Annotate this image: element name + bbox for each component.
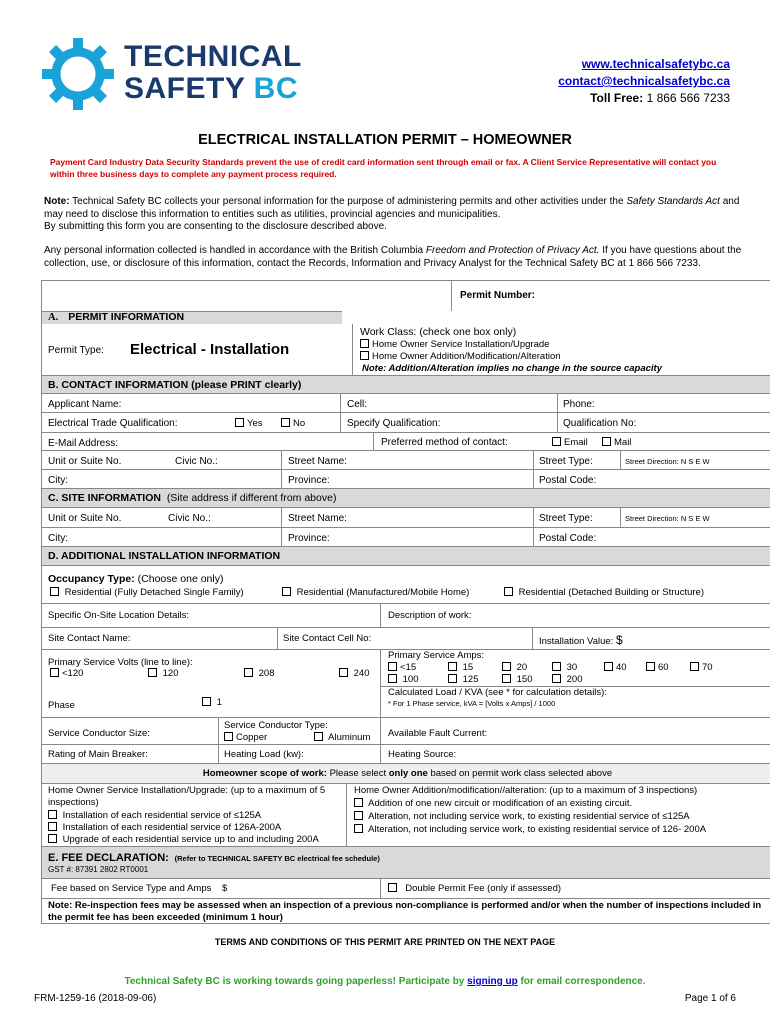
scope-alteration-126-200a[interactable]: Alteration, not including service work, to existing residential service of 126- 200A [354, 824, 706, 835]
checkbox[interactable] [388, 662, 397, 671]
volts-208[interactable]: 208 [244, 668, 275, 679]
scope-alteration-125a[interactable]: Alteration, not including service work, to existing residential service of ≤125A [354, 811, 690, 822]
installation-value-label: Installation Value: $ [539, 633, 623, 647]
unit-label: Unit or Suite No. [48, 456, 122, 467]
site-street-type-label: Street Type: [539, 513, 593, 524]
amps-60[interactable]: 60 [646, 662, 669, 673]
site-contact-name-label: Site Contact Name: [48, 633, 131, 644]
form-title: ELECTRICAL INSTALLATION PERMIT – HOMEOWNER [198, 132, 572, 148]
occupancy-mobile-home[interactable]: Residential (Manufactured/Mobile Home) [282, 587, 469, 598]
amps-30[interactable]: 30 [552, 662, 577, 673]
form-number: FRM-1259-16 (2018-09-06) [34, 993, 157, 1004]
heating-load-label: Heating Load (kw): [224, 749, 304, 760]
checkbox[interactable] [244, 668, 253, 677]
work-class-note: Note: Addition/Alteration implies no change in the source capacity [362, 363, 662, 374]
checkbox[interactable] [552, 674, 561, 683]
description-label: Description of work: [388, 610, 472, 621]
postal-code-label: Postal Code: [539, 475, 597, 486]
conductor-copper[interactable]: Copper [224, 732, 267, 743]
scope-install-125a[interactable]: Installation of each residential service of ≤125A [48, 810, 261, 821]
specify-qualification-label: Specify Qualification: [347, 418, 441, 429]
permit-number-label: Permit Number: [460, 290, 536, 301]
occupancy-type-label: Occupancy Type: (Choose one only) [48, 573, 224, 585]
street-type-label: Street Type: [539, 456, 593, 467]
site-province-label: Province: [288, 533, 330, 544]
checkbox[interactable] [502, 674, 511, 683]
conductor-type-label: Service Conductor Type: [224, 720, 328, 731]
checkbox[interactable] [354, 824, 363, 833]
preferred-contact-label: Preferred method of contact: [381, 437, 508, 448]
amps-100[interactable]: 100 [388, 674, 419, 685]
cell-label: Cell: [347, 399, 368, 410]
amps-125[interactable]: 125 [448, 674, 479, 685]
work-class-option-service[interactable]: Home Owner Service Installation/Upgrade [360, 339, 549, 350]
amps-200[interactable]: 200 [552, 674, 583, 685]
volts-lt120[interactable]: <120 [50, 668, 83, 679]
double-permit-fee[interactable]: Double Permit Fee (only if assessed) [388, 883, 561, 894]
occupancy-single-family[interactable]: Residential (Fully Detached Single Family) [50, 587, 244, 598]
section-c-header: C. SITE INFORMATION (Site address if different from above) [42, 488, 770, 507]
checkbox[interactable] [314, 732, 323, 741]
checkbox[interactable] [339, 668, 348, 677]
foippa-notice: Any personal information collected is handled in accordance with the British Columbia Freedom and Protection of Privacy Act. If you have questions about the collection, use, or disclosure of this information, contact the Records, Information and Privacy Analyst for the Technical Safety BC at 1 866 566 7233. [44, 245, 742, 269]
location-details-label: Specific On-Site Location Details: [48, 610, 189, 621]
site-unit-label: Unit or Suite No. [48, 513, 122, 524]
phase-1[interactable]: 1 [202, 697, 222, 708]
checkbox[interactable] [354, 811, 363, 820]
permit-number-field[interactable] [547, 284, 767, 308]
checkbox[interactable] [360, 339, 369, 348]
permit-type-label: Permit Type: [48, 345, 104, 356]
checkbox[interactable] [602, 437, 611, 446]
primary-volts-label: Primary Service Volts (line to line): [48, 657, 193, 668]
qualification-no-label: Qualification No: [563, 418, 637, 429]
amps-lt15[interactable]: <15 [388, 662, 416, 673]
paperless-notice: Technical Safety BC is working towards going paperless! Participate by signing up for email correspondence. [124, 976, 646, 987]
checkbox[interactable] [552, 662, 561, 671]
trade-qual-yes[interactable]: Yes [235, 418, 263, 429]
primary-amps-label: Primary Service Amps: [388, 650, 485, 661]
checkbox[interactable] [448, 662, 457, 671]
scope-addition-heading: Home Owner Addition/modification//alteration: (up to a maximum of 3 inspections) [354, 785, 698, 796]
checkbox[interactable] [282, 587, 291, 596]
phase-label: Phase [48, 700, 75, 711]
street-name-label: Street Name: [288, 456, 347, 467]
contact-block [558, 56, 730, 107]
occupancy-detached-building[interactable]: Residential (Detached Building or Structure) [504, 587, 704, 598]
checkbox[interactable] [604, 662, 613, 671]
brand-name-line2: SAFETY BC [124, 72, 298, 105]
volts-240[interactable]: 240 [339, 668, 370, 679]
checkbox[interactable] [148, 668, 157, 677]
gear-logo-icon [38, 34, 118, 114]
site-street-direction-label: Street Direction: N S E W [625, 514, 710, 523]
site-city-label: City: [48, 533, 68, 544]
work-class-option-addition[interactable]: Home Owner Addition/Modification/Alteration [360, 351, 561, 362]
pref-contact-email[interactable]: Email [552, 437, 588, 448]
trade-qualification-label: Electrical Trade Qualification: [48, 418, 178, 429]
amps-15[interactable]: 15 [448, 662, 473, 673]
amps-20[interactable]: 20 [502, 662, 527, 673]
checkbox[interactable] [504, 587, 513, 596]
work-class-label: Work Class: (check one box only) [360, 326, 517, 338]
checkbox[interactable] [388, 883, 397, 892]
phone-label: Phone: [563, 399, 595, 410]
province-label: Province: [288, 475, 330, 486]
street-direction-label: Street Direction: N S E W [625, 457, 710, 466]
permit-type-value: Electrical - Installation [130, 341, 290, 358]
scope-service-heading: Home Owner Service Installation/Upgrade: (up to a maximum of 5 inspections) [48, 785, 326, 808]
checkbox[interactable] [354, 798, 363, 807]
amps-150[interactable]: 150 [502, 674, 533, 685]
checkbox[interactable] [235, 418, 244, 427]
site-civic-label: Civic No.: [168, 513, 211, 524]
website-link[interactable]: www.technicalsafetybc.ca [581, 57, 730, 71]
email-link[interactable]: contact@technicalsafetybc.ca [558, 74, 730, 88]
amps-40[interactable]: 40 [604, 662, 627, 673]
checkbox[interactable] [646, 662, 655, 671]
calculated-load-label: Calculated Load / KVA (see * for calculation details): [388, 687, 607, 698]
technical-safety-bc-logo [38, 34, 302, 114]
main-breaker-label: Rating of Main Breaker: [48, 749, 148, 760]
scope-install-126-200a[interactable]: Installation of each residential service of 126A-200A [48, 822, 281, 833]
scope-of-work-heading: Homeowner scope of work: Please select only one based on permit work class selected above [202, 768, 613, 779]
amps-70[interactable]: 70 [690, 662, 713, 673]
volts-120[interactable]: 120 [148, 668, 179, 679]
privacy-note: Note: Technical Safety BC collects your personal information for the purpose of administering permits and other activities under the Safety Standards Act and may need to disclose this information to entities such as utilities, provincial agencies and municipalities. By submitting this form you are consenting to the disclosure described above. [44, 196, 740, 232]
pref-contact-mail[interactable]: Mail [602, 437, 631, 448]
checkbox[interactable] [502, 662, 511, 671]
section-e-header: E. FEE DECLARATION: (Refer to TECHNICAL SAFETY BC electrical fee schedule) GST #: 87391 2802 RT0001 [42, 846, 770, 878]
brand-name-line1: TECHNICAL [124, 40, 302, 73]
trade-qual-no[interactable]: No [281, 418, 305, 429]
checkbox[interactable] [224, 732, 233, 741]
email-label: E-Mail Address: [48, 438, 119, 449]
page-number: Page 1 of 6 [684, 993, 736, 1004]
conductor-size-label: Service Conductor Size: [48, 728, 150, 739]
section-b-header: B. CONTACT INFORMATION (please PRINT clearly) [42, 375, 770, 393]
checkbox[interactable] [50, 587, 59, 596]
civic-label: Civic No.: [175, 456, 218, 467]
checkbox[interactable] [281, 418, 290, 427]
checkbox[interactable] [48, 822, 57, 831]
toll-free: Toll Free: 1 866 566 7233 [590, 91, 730, 105]
pci-notice: Payment Card Industry Data Security Standards prevent the use of credit card information sent through email or fax. A Client Service Representative will contact you within three business days to complete any payment process required. [50, 157, 717, 179]
site-postal-code-label: Postal Code: [539, 533, 597, 544]
checkbox[interactable] [552, 437, 561, 446]
site-street-name-label: Street Name: [288, 513, 347, 524]
applicant-name-label: Applicant Name: [48, 399, 122, 410]
heating-source-label: Heating Source: [388, 749, 457, 760]
fault-current-label: Available Fault Current: [388, 728, 488, 739]
scope-new-circuit[interactable]: Addition of one new circuit or modification of an existing circuit. [354, 798, 632, 809]
signing-up-link[interactable]: signing up [467, 976, 518, 987]
checkbox[interactable] [448, 674, 457, 683]
terms-notice: TERMS AND CONDITIONS OF THIS PERMIT ARE PRINTED ON THE NEXT PAGE [214, 937, 556, 947]
fee-based-label: Fee based on Service Type and Amps $ [51, 883, 228, 894]
checkbox[interactable] [388, 674, 397, 683]
checkbox[interactable] [50, 668, 59, 677]
conductor-aluminum[interactable]: Aluminum [314, 732, 370, 743]
checkbox[interactable] [360, 351, 369, 360]
scope-upgrade-200a[interactable]: Upgrade of each residential service up to and including 200A [48, 834, 319, 845]
checkbox[interactable] [48, 834, 57, 843]
checkbox[interactable] [48, 810, 57, 819]
checkbox[interactable] [690, 662, 699, 671]
site-contact-cell-label: Site Contact Cell No: [283, 633, 372, 644]
permit-form-table [41, 280, 770, 924]
calculated-load-note: * For 1 Phase service, kVA = [Volts x Amps] / 1000 [388, 699, 556, 708]
city-label: City: [48, 475, 68, 486]
section-d-header: D. ADDITIONAL INSTALLATION INFORMATION [42, 546, 770, 565]
reinspection-note: Note: Re-inspection fees may be assessed when an inspection of a previous non-compliance is performed and/or when the number of inspections included in the permit fee has been exceeded (minimum 1 hour) [48, 900, 762, 923]
checkbox[interactable] [202, 697, 211, 706]
section-a-title: A. PERMIT INFORMATION [48, 311, 185, 323]
